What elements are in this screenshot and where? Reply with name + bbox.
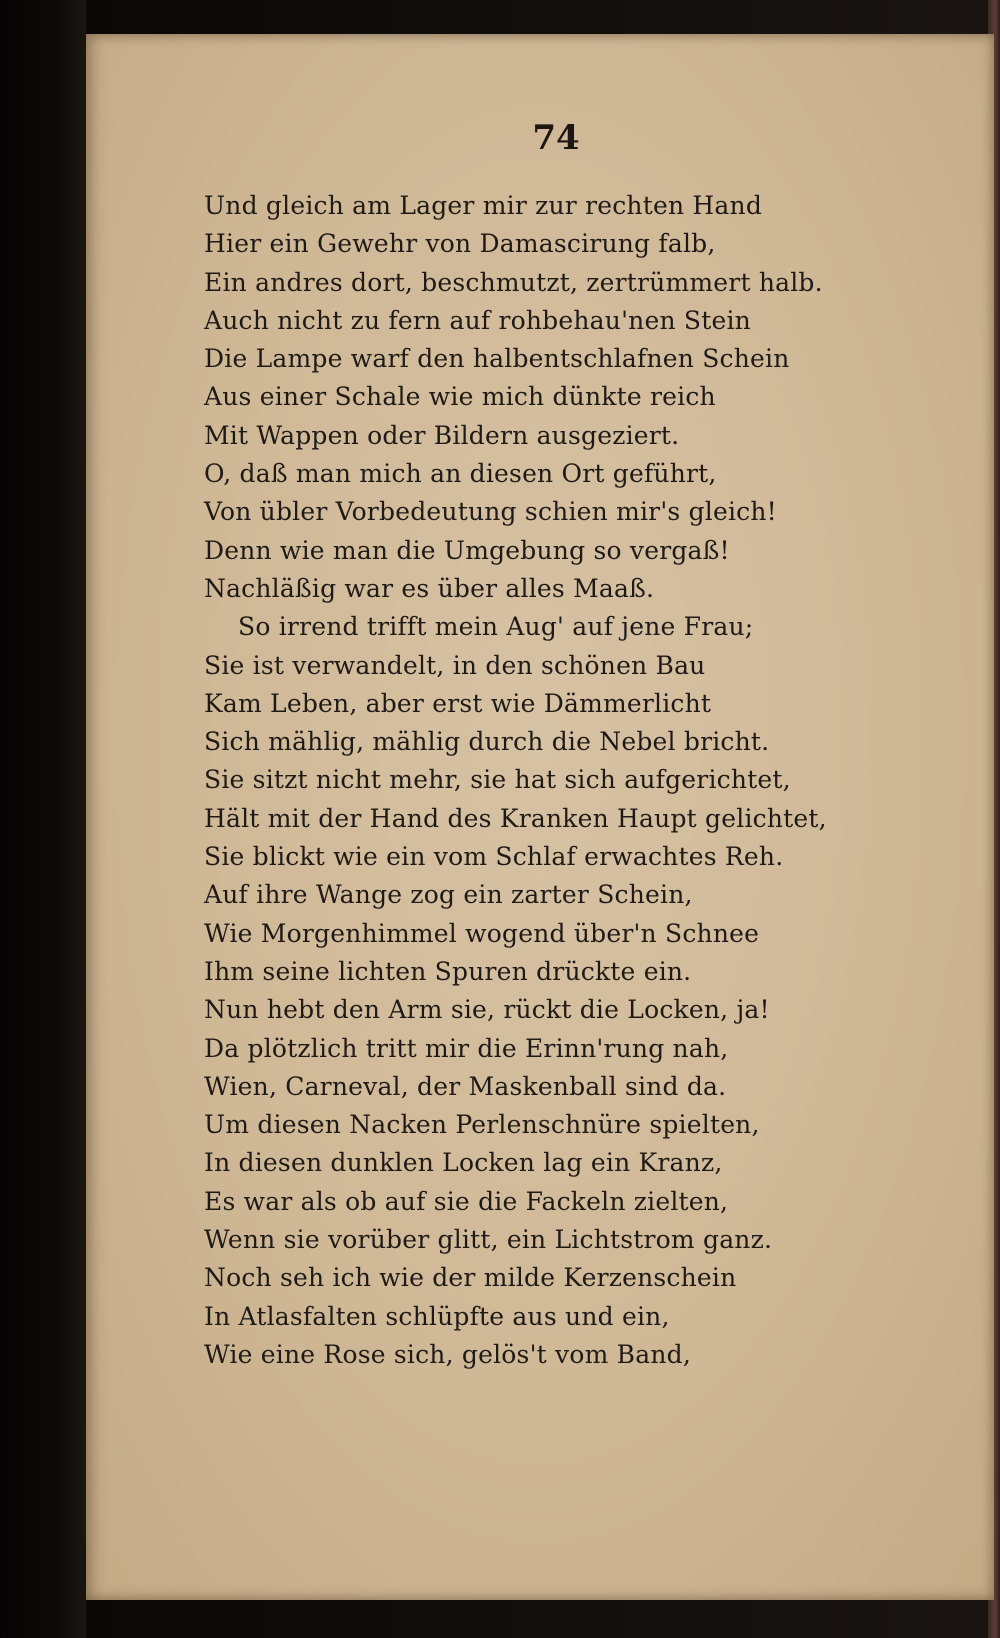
poem-line: Sie ist verwandelt, in den schönen Bau [204,650,706,680]
poem-line: In diesen dunklen Locken lag ein Kranz, [204,1148,723,1178]
poem-line: Hält mit der Hand des Kranken Haupt gelichtet, [204,803,827,833]
poem-line: Denn wie man die Umgebung so vergaß! [204,535,730,565]
poem-line: Nachläßig war es über alles Maaß. [204,573,655,603]
poem-line: Auf ihre Wange zog ein zarter Schein, [204,880,693,910]
poem-line: Wenn sie vorüber glitt, ein Lichtstrom ganz. [204,1225,773,1255]
poem-line: Es war als ob auf sie die Fackeln zielten, [204,1186,729,1216]
poem-line: Ihm seine lichten Spuren drückte ein. [204,956,692,986]
poem-line: Kam Leben, aber erst wie Dämmerlicht [204,688,712,718]
poem-line: Um diesen Nacken Perlenschnüre spielten, [204,1110,760,1140]
poem-line: Nun hebt den Arm sie, rückt die Locken, ja! [204,995,770,1025]
poem-line: Auch nicht zu fern auf rohbehau'nen Stein [204,305,751,335]
poem-line: Da plötzlich tritt mir die Erinn'rung nah, [204,1033,729,1063]
poem-line: Ein andres dort, beschmutzt, zertrümmert halb. [204,267,823,297]
page-number: 74 [532,118,580,158]
poem-text [204,187,894,1374]
poem-line: Hier ein Gewehr von Damascirung falb, [204,229,716,259]
poem-line: So irrend trifft mein Aug' auf jene Frau; [238,612,754,642]
poem-line: Sie blickt wie ein vom Schlaf erwachtes Reh. [204,842,784,872]
poem-line: Noch seh ich wie der milde Kerzenschein [204,1263,737,1293]
poem-line: Sie sitzt nicht mehr, sie hat sich aufgerichtet, [204,765,791,795]
poem-line: Mit Wappen oder Bildern ausgeziert. [204,420,680,450]
poem-line: O, daß man mich an diesen Ort geführt, [204,459,717,489]
book-spine-shadow [0,0,86,1638]
poem-line: Wien, Carneval, der Maskenball sind da. [204,1071,727,1101]
poem-line: Wie eine Rose sich, gelös't vom Band, [204,1339,691,1369]
poem-line: Und gleich am Lager mir zur rechten Hand [204,191,763,220]
poem-line: In Atlasfalten schlüpfte aus und ein, [204,1301,670,1331]
poem-line: Die Lampe warf den halbentschlafnen Schein [204,344,790,374]
poem-line: Wie Morgenhimmel wogend über'n Schnee [204,918,760,948]
poem-line: Von übler Vorbedeutung schien mir's gleich! [204,497,777,527]
poem-line: Sich mählig, mählig durch die Nebel bricht. [204,727,770,757]
poem-line: Aus einer Schale wie mich dünkte reich [204,382,716,412]
